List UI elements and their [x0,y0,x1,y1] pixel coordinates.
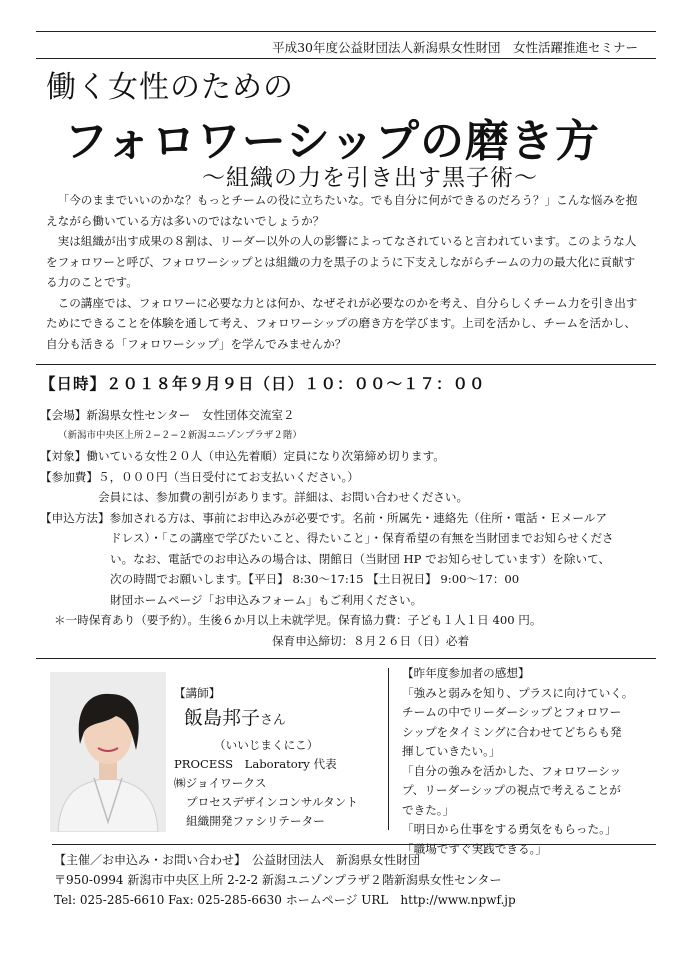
childcare-deadline: 保育申込締切：８月２６日（日）必着 [272,633,470,648]
event-datetime: 【日時】２０１８年９月９日（日）１０：００～１７：００ [40,374,486,393]
feedback-line: 「職場ですぐ実践できる。」 [402,841,547,856]
footer [54,850,654,910]
application-method-cont: ドレス）・「この講座で学びたいこと、得たいこと」・保育希望の有無を当財団までお知らせくださ [110,531,614,545]
intro-paragraph: 実は組織が出す成果の８割は、リーダー以外の人の影響によってなされていると言われています。このような人をフォロワーと呼び、フォロワーシップとは組織の力を黒子のように下支えしながらチームの力の最大化に貢献する力のことです。 [46,234,637,289]
feedback-line: できた。」 [402,802,455,817]
portrait-image [50,672,166,832]
contact-numbers: Tel: 025-285-6610 Fax: 025-285-6630 ホームページ URL http://www.npwf.jp [54,893,516,907]
event-details [40,405,650,651]
organizer-header: 平成30年度公益財団法人新潟県女性財団 女性活躍推進セミナー [272,40,638,55]
organizer-contact: 【主催／お申込み・お問い合わせ】 公益財団法人 新潟県女性財団 [54,853,421,867]
feedback-line: チームの中でリーダーシップとフォロワー [402,705,622,719]
lecturer-name: 飯島邦子 [184,707,261,729]
intro-paragraph: 「今のままでいいのかな？もっとチームの役に立ちたいな。でも自分に何ができるのだろう？」こんな悩みを抱えながら働いている方は多いのではないでしょうか？ [46,193,638,228]
section-rule [36,364,656,365]
title-line-1: 働く女性のための [46,70,294,105]
venue: 【会場】新潟県女性センター 女性団体交流室２ [40,408,295,422]
venue-address: （新潟市中央区上所２−２−２新潟ユニゾンプラザ２階） [58,429,302,441]
lecturer-role: PROCESS Laboratory 代表 [174,757,337,771]
feedback-divider [388,668,389,830]
participant-feedback [388,664,656,856]
main-title: フォロワーシップの磨き方 [64,116,601,167]
lecturer-name-line [174,703,384,736]
lecturer-info [174,684,384,831]
lecturer-photo [50,672,166,832]
application-method-cont: い。なお、電話でのお申込みの場合は、閉館日（当財団 HP でお知らせしています）を除いて、 [110,551,611,566]
member-discount-note: 会員には、参加費の割引があります。詳細は、お問い合わせください。 [98,490,469,504]
application-hours: 次の時間でお願いします。【平日】 8:30～17:15 【土日祝日】 9:00～17：00 [110,572,520,586]
header-rule [36,58,656,59]
lecturer-label: 【講師】 [174,686,221,700]
lecturer-title: プロセスデザインコンサルタント [186,795,358,809]
lecturer-company: ㈱ジョイワークス [174,776,267,790]
section-rule [36,658,656,659]
subtitle: ～組織の力を引き出す黒子術～ [202,165,538,191]
footer-rule [52,844,656,845]
fee: 【参加費】５，０００円（当日受付にてお支払いください。） [40,469,359,484]
intro-paragraph: この講座では、フォロワーに必要な力とは何か、なぜそれが必要なのかを考え、自分らしくチーム力を引き出すためにできることを体験を通して考え、フォロワーシップの磨き方を学びます。上司を活かし、チームを活かし、自分も活きる「フォロワーシップ」を学んでみませんか？ [46,295,638,351]
feedback-heading: 【昨年度参加者の感想】 [402,666,530,680]
intro-text [46,190,642,354]
feedback-line: 「強みと弱みを知り、プラスに向けていく。 [402,685,634,700]
lecturer-honorific: さん [260,713,287,728]
application-method: 【申込方法】参加される方は、事前にお申込みが必要です。名前・所属先・連絡先（住所・電話・Ｅメールア [40,510,607,525]
feedback-line: 「明日から仕事をする勇気をもらった。」 [402,822,617,836]
target-audience: 【対象】働いている女性２０人（申込先着順）定員になり次第締め切ります。 [40,449,445,463]
feedback-line: 「自分の強みを活かした、フォロワーシッ [402,763,622,778]
lecturer-title: 組織開発ファシリテーター [186,814,325,828]
childcare-note: ＊一時保育あり（要予約）。生後６か月以上未就学児。保育協力費：子ども１人１日 400 円。 [54,613,542,627]
feedback-line: シップをタイミングに合わせてどちらも発 [402,724,622,739]
top-rule [36,31,656,32]
feedback-line: 揮していきたい。」 [402,744,501,758]
organizer-address: 〒950-0994 新潟市中央区上所 2-2-2 新潟ユニゾンプラザ２階新潟県女性センター [54,873,502,887]
lecturer-reading: （いいじまくにこ） [214,738,319,752]
feedback-line: プ、リーダーシップの視点で考えることが [402,783,621,797]
application-web-form: 財団ホームページ「お申込みフォーム」もご利用ください。 [110,592,423,607]
